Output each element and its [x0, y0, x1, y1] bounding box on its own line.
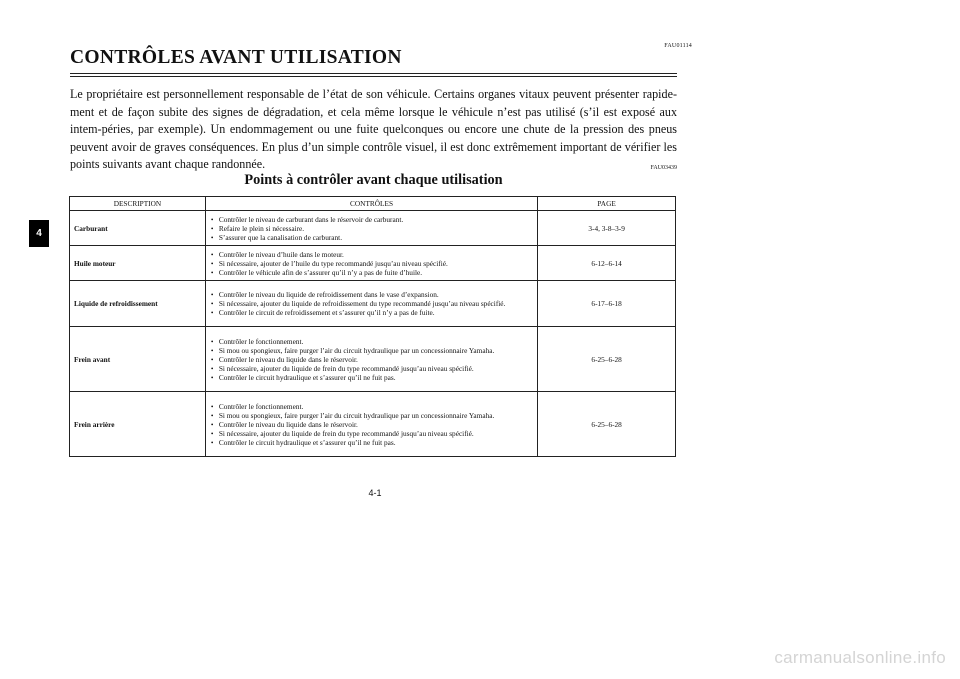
- row-description: Frein arrière: [70, 392, 206, 457]
- header-page: PAGE: [538, 197, 676, 211]
- control-item: • Contrôler le circuit hydraulique et s’assurer qu’il ne fuit pas.: [211, 438, 533, 447]
- row-controls: [205, 211, 537, 246]
- row-controls: [205, 281, 537, 327]
- controls-list: [211, 290, 533, 317]
- checks-table: [69, 196, 676, 457]
- table-row: [70, 246, 676, 281]
- document-code-top: FAU01114: [664, 43, 692, 49]
- table-row: [70, 281, 676, 327]
- watermark: carmanualsonline.info: [774, 648, 946, 667]
- row-description: Huile moteur: [70, 246, 206, 281]
- document-code-section: FAU03439: [650, 165, 677, 171]
- row-page: 6-25–6-28: [538, 392, 676, 457]
- controls-list: [211, 402, 533, 447]
- chapter-tab: 4: [29, 220, 49, 247]
- controls-list: [211, 337, 533, 382]
- control-item: • S’assurer que la canalisation de carburant.: [211, 233, 533, 242]
- control-item: • Si mou ou spongieux, faire purger l’air du circuit hydraulique par un concessionnaire Yamaha.: [211, 346, 533, 355]
- control-item: • Si nécessaire, ajouter du liquide de refroidissement du type recommandé jusqu’au niveau spécifié.: [211, 299, 533, 308]
- table-header-row: [70, 197, 676, 211]
- control-item: • Contrôler le circuit de refroidissement et s’assurer qu’il n’y a pas de fuite.: [211, 308, 533, 317]
- control-item: • Contrôler le fonctionnement.: [211, 337, 533, 346]
- header-controls: CONTRÔLES: [205, 197, 537, 211]
- control-item: • Contrôler le véhicule afin de s’assurer qu’il n’y a pas de fuite d’huile.: [211, 268, 533, 277]
- control-item: • Contrôler le niveau de carburant dans le réservoir de carburant.: [211, 215, 533, 224]
- control-item: • Si nécessaire, ajouter du liquide de frein du type recommandé jusqu’au niveau spécifié.: [211, 429, 533, 438]
- title-rule-top: [70, 73, 677, 74]
- row-description: Liquide de refroidissement: [70, 281, 206, 327]
- row-page: 6-17–6-18: [538, 281, 676, 327]
- intro-paragraph: Le propriétaire est personnellement responsable de l’état de son véhicule. Certains organes vitaux peuvent présenter rapide-ment et de façon subite des signes de dégradation, et cela même lorsque le véhicule n’est pas utilisé (s’il est exposé aux intem-péries, par exemple). Un endommagement ou une fuite quelconques ou encore une chute de la pression des pneus peuvent avoir de graves conséquences. En plus d’un simple contrôle visuel, il est donc extrêmement important de vérifier les points suivants avant chaque randonnée.: [70, 87, 677, 172]
- row-page: 6-12–6-14: [538, 246, 676, 281]
- control-item: • Contrôler le niveau d’huile dans le moteur.: [211, 250, 533, 259]
- control-item: • Contrôler le niveau du liquide dans le réservoir.: [211, 355, 533, 364]
- table-row: [70, 327, 676, 392]
- page-title: CONTRÔLES AVANT UTILISATION: [70, 47, 402, 68]
- title-rule-bottom: [70, 76, 677, 77]
- table-row: [70, 392, 676, 457]
- control-item: • Si nécessaire, ajouter de l’huile du type recommandé jusqu’au niveau spécifié.: [211, 259, 533, 268]
- controls-list: [211, 215, 533, 242]
- control-item: • Refaire le plein si nécessaire.: [211, 224, 533, 233]
- header-description: DESCRIPTION: [70, 197, 206, 211]
- controls-list: [211, 250, 533, 277]
- row-controls: [205, 246, 537, 281]
- section-title: Points à contrôler avant chaque utilisation: [244, 172, 503, 188]
- row-controls: [205, 327, 537, 392]
- row-page: 6-25–6-28: [538, 327, 676, 392]
- row-page: 3-4, 3-8–3-9: [538, 211, 676, 246]
- control-item: • Contrôler le circuit hydraulique et s’assurer qu’il ne fuit pas.: [211, 373, 533, 382]
- row-description: Carburant: [70, 211, 206, 246]
- control-item: • Contrôler le niveau du liquide de refroidissement dans le vase d’expansion.: [211, 290, 533, 299]
- page-number: 4-1: [368, 488, 382, 498]
- row-controls: [205, 392, 537, 457]
- control-item: • Si mou ou spongieux, faire purger l’air du circuit hydraulique par un concessionnaire Yamaha.: [211, 411, 533, 420]
- row-description: Frein avant: [70, 327, 206, 392]
- control-item: • Contrôler le fonctionnement.: [211, 402, 533, 411]
- table-row: [70, 211, 676, 246]
- control-item: • Contrôler le niveau du liquide dans le réservoir.: [211, 420, 533, 429]
- control-item: • Si nécessaire, ajouter du liquide de frein du type recommandé jusqu’au niveau spécifié.: [211, 364, 533, 373]
